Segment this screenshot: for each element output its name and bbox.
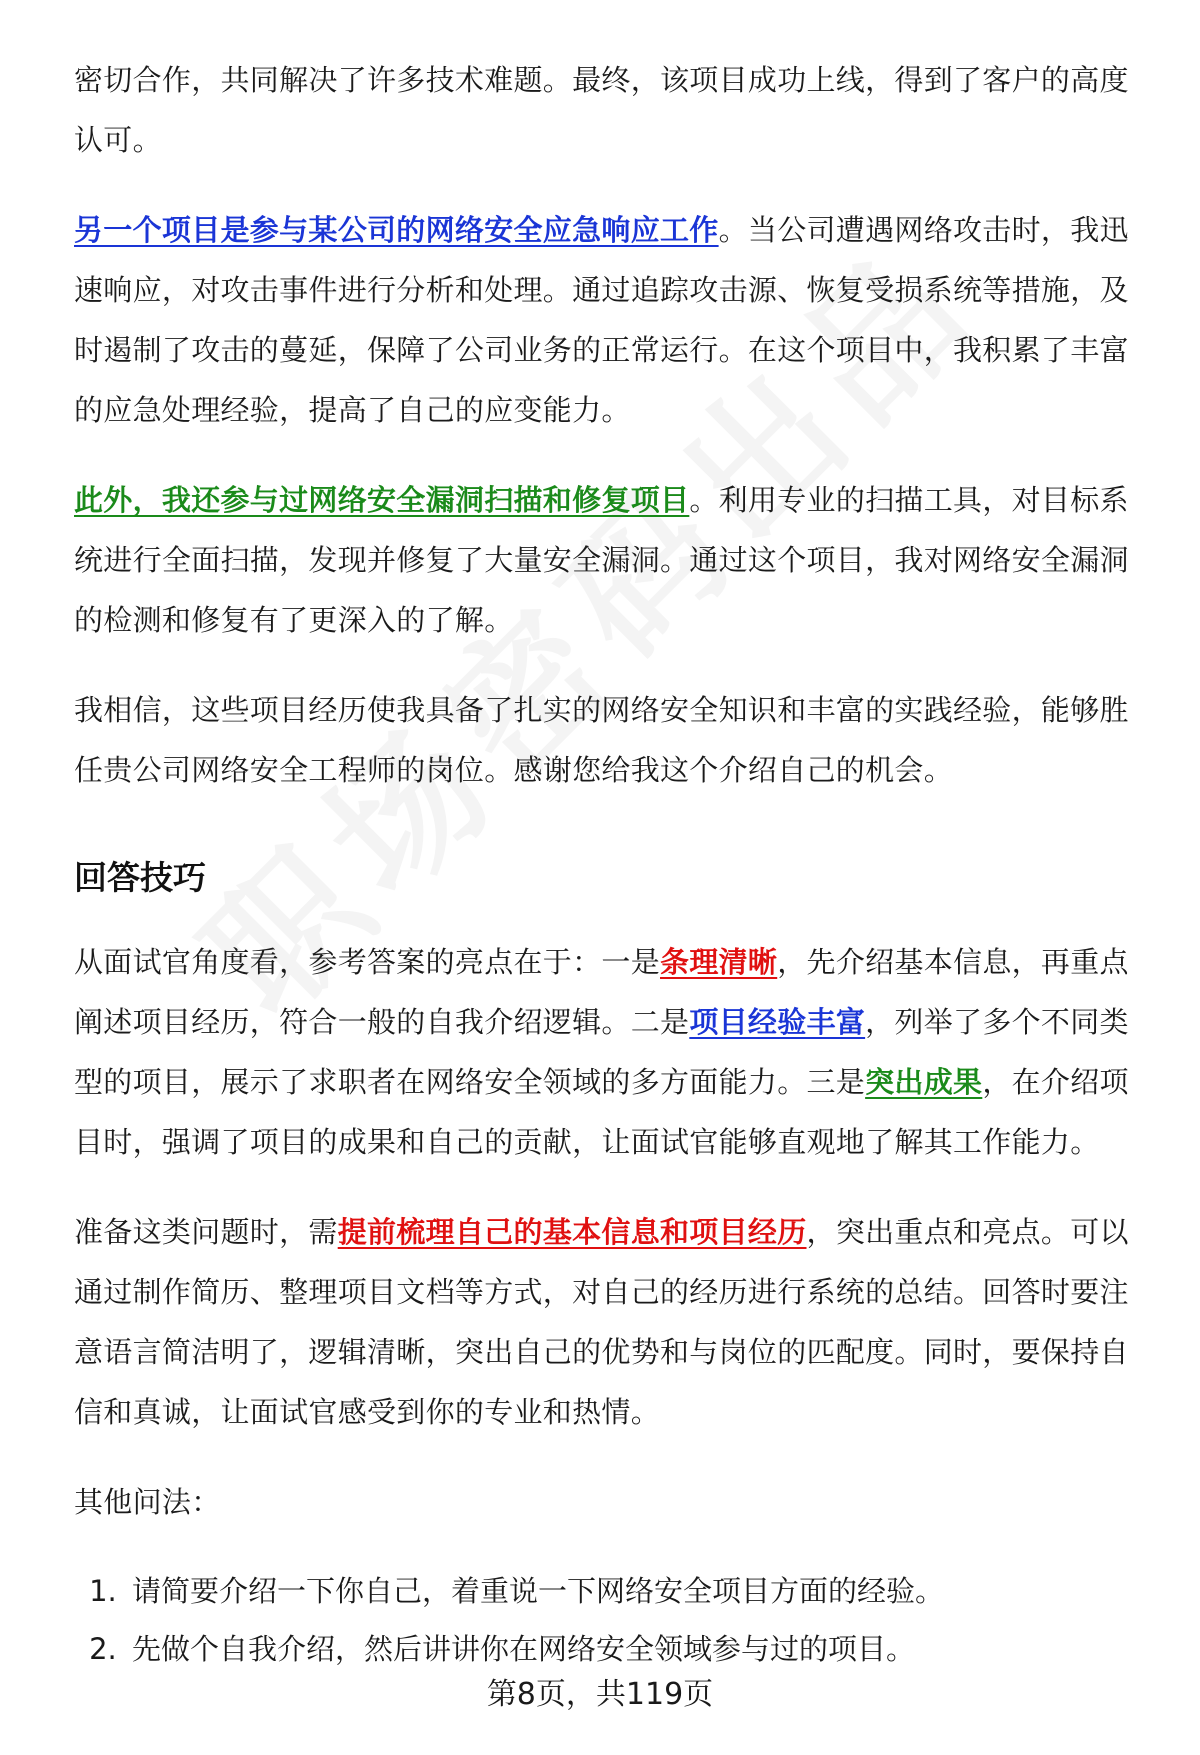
list-item: 1. 请简要介绍一下你自己，着重说一下网络安全项目方面的经验。	[126, 1562, 1146, 1620]
paragraph-vuln-scan	[74, 470, 1146, 650]
paragraph-text: 。当公司遭遇网络攻击时，我迅速响应，对攻击事件进行分析和处理。通过追踪攻击源、恢复受损系统等措施，及时遏制了攻击的蔓延，保障了公司业务的正常运行。在这个项目中，我积累了丰富的应急处理经验，提高了自己的应变能力。	[74, 213, 1129, 427]
paragraph-text: 密切合作，共同解决了许多技术难题。最终，该项目成功上线，得到了客户的高度认可。	[74, 63, 1129, 157]
paragraph-project-summary-end	[74, 50, 1146, 170]
paragraph-text: 。利用专业的扫描工具，对目标系统进行全面扫描，发现并修复了大量安全漏洞。通过这个项目，我对网络安全漏洞的检测和修复有了更深入的了解。	[74, 483, 1129, 637]
highlight-green-results: 突出成果	[865, 1065, 983, 1099]
highlight-blue-rich-experience: 项目经验丰富	[689, 1005, 866, 1039]
paragraph-text: 从面试官角度看，参考答案的亮点在于：一是	[74, 945, 661, 979]
other-questions-list	[74, 1562, 1146, 1678]
highlight-red-prepare-info: 提前梳理自己的基本信息和项目经历	[337, 1215, 807, 1249]
paragraph-tips-preparation	[74, 1202, 1146, 1442]
highlight-green-vuln-scan: 此外，我还参与过网络安全漏洞扫描和修复项目	[74, 483, 690, 517]
paragraph-conclusion	[74, 680, 1146, 800]
paragraph-text: 准备这类问题时，需	[74, 1215, 338, 1249]
paragraph-text: ，突出重点和亮点。可以通过制作简历、整理项目文档等方式，对自己的经历进行系统的总结。回答时要注意语言简洁明了，逻辑清晰，突出自己的优势和与岗位的匹配度。同时，要保持自信和真诚，让面试官感受到你的专业和热情。	[74, 1215, 1129, 1429]
paragraph-tips-highlights	[74, 932, 1146, 1172]
paragraph-text: ，列举了多个不同类型的项目，展示了求职者在网络安全领域的多方面能力。三是	[74, 1005, 1129, 1099]
highlight-blue-incident-response: 另一个项目是参与某公司的网络安全应急响应工作	[74, 213, 719, 247]
section-heading-answer-tips: 回答技巧	[74, 858, 206, 897]
page-number: 第8页，共119页	[486, 1677, 714, 1712]
paragraph-incident-response	[74, 200, 1146, 440]
document-page	[74, 50, 1146, 1678]
list-item: 2. 先做个自我介绍，然后讲讲你在网络安全领域参与过的项目。	[126, 1620, 1146, 1678]
other-questions-label: 其他问法：	[74, 1485, 221, 1519]
paragraph-text: ，在介绍项目时，强调了项目的成果和自己的贡献，让面试官能够直观地了解其工作能力。	[74, 1065, 1129, 1159]
paragraph-text: 我相信，这些项目经历使我具备了扎实的网络安全知识和丰富的实践经验，能够胜任贵公司网络安全工程师的岗位。感谢您给我这个介绍自己的机会。	[74, 693, 1129, 787]
highlight-red-clear-structure: 条理清晰	[660, 945, 778, 979]
paragraph-text: ，先介绍基本信息，再重点阐述项目经历，符合一般的自我介绍逻辑。二是	[74, 945, 1129, 1039]
